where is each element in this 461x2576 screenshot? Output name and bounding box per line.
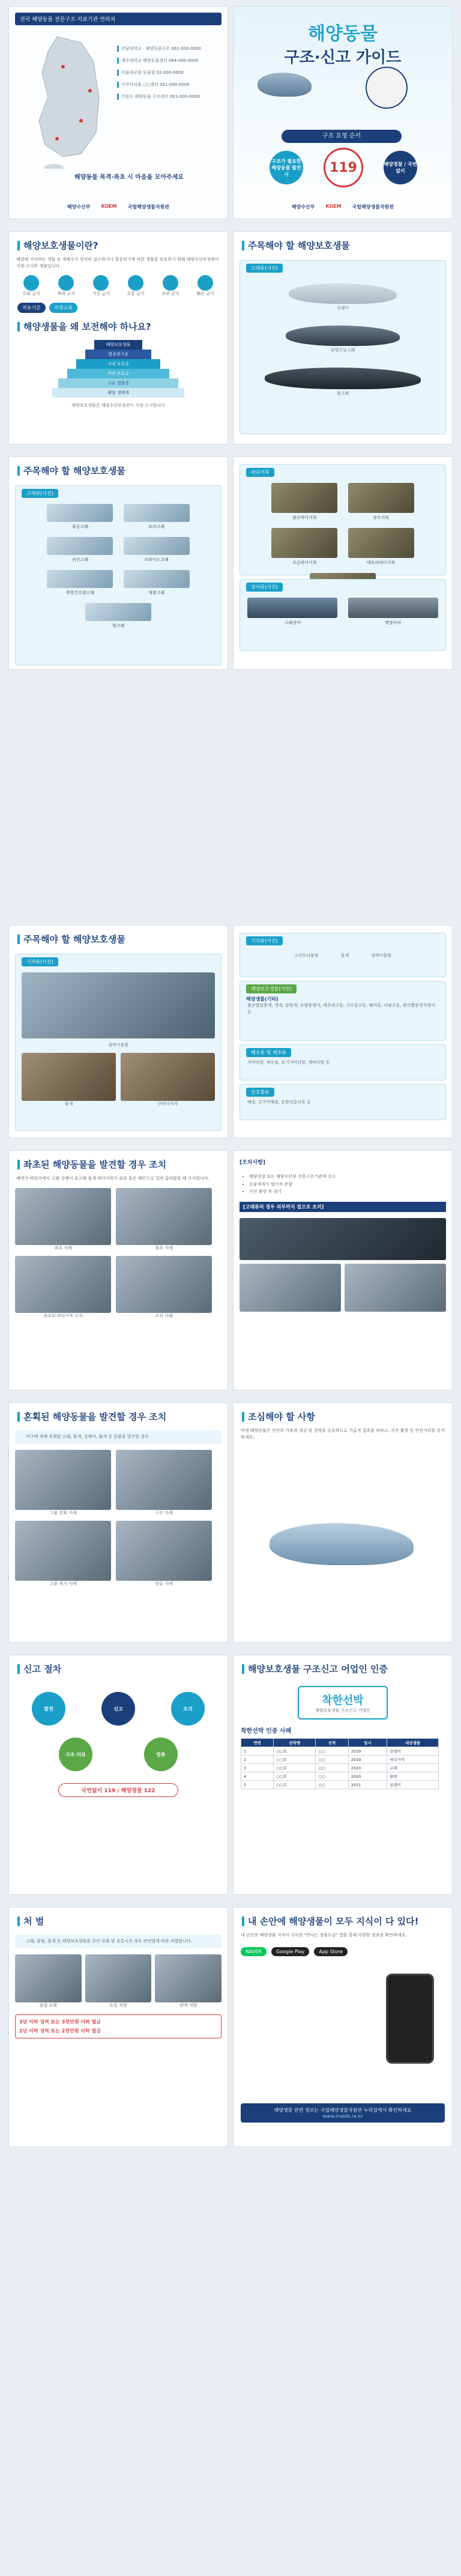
page-pinnipeds: [8, 925, 228, 1138]
page-title: 주목해야 할 해양보호생물: [9, 926, 227, 950]
turtle-panel: [240, 464, 446, 575]
prohibit-icon: [23, 275, 39, 291]
certification-table: 연번 선박명 선적 일시 대상생물 1 ○○호 ○○ 2019 상괭이 2 ○○호 ○○ 2019 바다거북 3 ○○호 ○○ 2020 고래 4 ○○호 ○○ 2020 물범 5 ○○호 ○○ 2021 상괭이: [241, 1738, 439, 1789]
photo-caption: 유통 적발: [109, 2002, 127, 2008]
mascot-icon: [366, 67, 408, 109]
species-panel: [15, 954, 221, 1131]
org-left: 해양수산부: [67, 204, 91, 210]
species-card: 혹등고래: [47, 504, 113, 530]
page-bycatch: [8, 1402, 228, 1643]
certification-badge: [298, 1686, 388, 1720]
species-tag: 고래류(사진): [22, 489, 58, 498]
photo-caption: 좌초 사례: [155, 1245, 173, 1250]
cover-front: [233, 6, 453, 219]
list-title: 해양생물(기타): [246, 996, 279, 1002]
pyramid: [52, 340, 184, 398]
step: 발견: [32, 1692, 65, 1726]
species-name: 점박이물범: [108, 1043, 128, 1047]
badge-sub: 해양보호생물 구조신고 어업인: [315, 1708, 371, 1713]
species-card: 귀신고래: [47, 537, 113, 563]
bycatch-photo: [116, 1450, 212, 1510]
slogan: 해양동물 목격·좌초 시 마음을 모아주세요: [74, 174, 184, 181]
center-4: 아쿠아리움 ○○센터 051-000-0000: [117, 82, 219, 88]
page-report-procedure: [8, 1655, 228, 1895]
photo-caption: 조치 사례: [155, 1313, 173, 1318]
org-right: 국립해양생물자원관: [127, 204, 170, 210]
icon-label: 유통 금지: [127, 291, 145, 296]
coral-tag: 산호충류: [246, 1088, 274, 1097]
center-5: 거문도 해양동물 구조센터 061-000-0000: [117, 94, 219, 100]
fin-whale-img: [265, 368, 421, 389]
species-name: 큰바다사자: [157, 1102, 178, 1106]
action-list: [249, 1173, 436, 1196]
species-card: 고래상어: [247, 598, 337, 626]
action-photo: [240, 1264, 341, 1312]
page-title: 내 손안에 해양생물이 모두 지식이 다 있다!: [234, 1908, 452, 1932]
caution-text: 야생 해양동물은 인간의 가축과 세균 및 질병을 공유하므로 가급적 접촉을 피하고, 사진 촬영 등 안전거리를 유지하세요.: [241, 1428, 445, 1440]
photo-caption: 그물 혼획 사례: [49, 1510, 77, 1515]
shark-tag: 상어류(사진): [246, 583, 283, 592]
page-turtles-sharks: [233, 456, 453, 670]
spread-7: [8, 1655, 453, 1895]
species-tag: 기각류(사진): [22, 957, 58, 966]
page-whales: [8, 456, 228, 670]
penalty-photo: [155, 1954, 221, 2002]
fine-box: [15, 2014, 221, 2038]
stranding-photo: [116, 1256, 212, 1313]
action-item: • 동물에게서 떨어져 관찰: [249, 1181, 436, 1189]
spread-8: [8, 1907, 453, 2147]
page-title: 해양보호생물 구조신고 어업인 인증: [234, 1655, 452, 1680]
spread-2: [8, 231, 453, 444]
page-title: 혼획된 해양동물을 발견할 경우 조치: [9, 1403, 227, 1428]
table-row: 3 ○○호 ○○ 2020 고래: [241, 1764, 439, 1772]
pyramid-level: 국내 보호종: [76, 359, 160, 369]
species-card: 대왕고래: [124, 570, 190, 596]
whale-photo: [240, 1218, 446, 1260]
box-title: [조치사항]: [240, 1160, 266, 1166]
bottom-note: 해양생물 관련 정보는 국립해양생물자원관 누리집에서 확인하세요 www.mabik.re.kr: [241, 2103, 445, 2123]
page-title: 좌초된 해양동물을 발견할 경우 조치: [9, 1151, 227, 1175]
pyramid-level: 멸종위기종: [85, 350, 151, 359]
species-card: 붉은바다거북: [271, 483, 337, 521]
step-1: 구조가 필요한 해양동물 발견 시: [270, 151, 303, 184]
page-protected: [8, 231, 228, 444]
korea-map: [21, 31, 117, 169]
bycatch-photo: [15, 1450, 111, 1510]
page-title: 주목해야 할 해양보호생물: [234, 232, 452, 256]
footer-note: 해양보호생물은 해양수산부장관이 지정·고시합니다: [71, 403, 165, 408]
icon-row: [14, 275, 223, 297]
prohibit-icon: [93, 275, 109, 291]
fine-1: 3년 이하 징역 또는 3천만원 이하 벌금: [19, 2019, 101, 2025]
step-2: 119: [324, 148, 363, 187]
species-name: 물개: [64, 1102, 73, 1106]
phone-mockup: [386, 1974, 434, 2064]
cover-spread: [8, 6, 453, 219]
icon-label: 채취 금지: [57, 291, 75, 296]
step: 구조·치료: [59, 1738, 92, 1771]
pyramid-level: 해양보호생물: [94, 340, 142, 350]
stranding-photo: [15, 1256, 111, 1313]
bycatch-photo: [116, 1521, 212, 1581]
sea-lion-photo: [121, 1053, 215, 1101]
list-tag: 해양보호생물(사진): [246, 984, 297, 993]
label-1: 적용기준: [17, 303, 46, 313]
google-play-button[interactable]: Google Play: [271, 1947, 309, 1956]
center-2: 제주대학교 해양동물센터 064-000-0000: [117, 58, 219, 64]
icon-label: 포획 금지: [22, 291, 40, 296]
dolphin-img: [286, 326, 400, 346]
photo-caption: 불법 포획: [39, 2002, 57, 2008]
dolphin-illustration: [258, 73, 312, 97]
action-photo: [345, 1264, 446, 1312]
icon-label: 보관 금지: [161, 291, 179, 296]
naver-search-button[interactable]: NAVER: [241, 1947, 267, 1956]
photo-caption: 구조 사례: [155, 1510, 173, 1515]
procedure-steps: [14, 1692, 223, 1726]
page-cautions: [233, 1402, 453, 1643]
photo-caption: 그물 제거 사례: [49, 1581, 77, 1586]
coral-text: 해송, 긴가지해송, 둔한진총산호 등: [247, 1100, 311, 1105]
species-card: 장수거북: [348, 483, 414, 521]
desc: 해양에 서식하는 생물 중 개체수가 현저히 감소하거나 멸종위기에 처한 생물을 보호하기 위해 해양수산부장관이 지정·고시한 생물입니다.: [16, 257, 219, 268]
spread-4: [8, 925, 453, 1138]
photo-caption: 판매 적발: [179, 2002, 197, 2008]
action-item: • 해양경찰 또는 해양수산부 전문구조기관에 신고: [249, 1173, 436, 1181]
species-panel: [15, 485, 221, 665]
desc: 어구에 의해 혼획된 고래, 물개, 상괭이, 물개 등 동물을 발견할 경우: [26, 1434, 149, 1439]
species-card: 향고래: [85, 603, 151, 629]
badge-title: 착한선박: [322, 1694, 364, 1707]
species-name: 참고래: [336, 391, 349, 396]
map-title: 전국 해양동물 전문구조·치료기관 연락처: [15, 13, 221, 25]
algae-panel: [240, 1044, 446, 1080]
prohibit-icon: [58, 275, 74, 291]
species-panel: [240, 260, 446, 434]
cover-title-2: 구조·신고 가이드: [284, 49, 402, 67]
species-name: 점박이물범: [371, 953, 392, 958]
fine-2: 2년 이하 징역 또는 2천만원 이하 벌금: [19, 2028, 101, 2034]
table-row: 4 ○○호 ○○ 2020 물범: [241, 1772, 439, 1781]
seal-photo-large: [22, 972, 215, 1038]
cover-title-1: 해양동물: [308, 23, 378, 44]
page-penalty: [8, 1907, 228, 2147]
page-title: 신고 절차: [9, 1655, 227, 1680]
cover-back: [8, 6, 228, 219]
page-cetaceans: [233, 231, 453, 444]
coral-panel: [240, 1084, 446, 1120]
app-store-button[interactable]: App Store: [314, 1947, 347, 1956]
order-label: 구조 요청 순서: [282, 130, 402, 143]
org-left-front: 해양수산부: [291, 204, 315, 210]
prohibit-icon: [197, 275, 213, 291]
species-card: 보리고래: [124, 504, 190, 530]
spread-5: [8, 1150, 453, 1390]
page-stranded: [8, 1150, 228, 1390]
pyramid-level: 고유 생물종: [58, 378, 178, 388]
algae-tag: 해조류 및 해초류: [246, 1048, 291, 1057]
turtle-tag: 바다거북: [246, 468, 274, 477]
org-mid: KOEM: [101, 204, 117, 209]
icon-label: 훼손 금지: [196, 291, 214, 296]
step: 조치: [171, 1692, 205, 1726]
page-title: 조심해야 할 사항: [234, 1403, 452, 1428]
dolphin-illustration: [270, 1523, 414, 1565]
desc: 고래, 물범, 물개 등 해양보호생물을 무단 포획 및 유통시킨 경우 관련법에 따라 처벌합니다.: [26, 1939, 192, 1944]
finless-porpoise-img: [289, 283, 397, 304]
photo-caption: 좌초 사례: [54, 1245, 72, 1250]
species-name: 물개: [340, 953, 349, 958]
step: 신고: [101, 1692, 135, 1726]
species-card: 브라이드고래: [124, 537, 190, 563]
center-list: [117, 40, 219, 106]
fur-seal-photo: [22, 1053, 116, 1101]
pyramid-level: 해양 생태계: [52, 388, 184, 398]
photo-caption: 좌초된 바다거북 조치: [43, 1313, 83, 1318]
page-stranded-actions: [233, 1150, 453, 1390]
table-row: 5 ○○호 ○○ 2021 상괭이: [241, 1781, 439, 1789]
table-row: 1 ○○호 ○○ 2019 상괭이: [241, 1747, 439, 1756]
org-mid-front: KOEM: [325, 204, 342, 209]
page-title: 주목해야 할 해양보호생물: [9, 457, 227, 482]
list-panel: [240, 981, 446, 1041]
step-3: 해양경찰 / 국번없이: [384, 151, 417, 184]
species-tag: 고래류(사진): [246, 264, 283, 273]
page-app: [233, 1907, 453, 2147]
bycatch-photo: [15, 1521, 111, 1581]
spacer: [8, 2159, 453, 2568]
prohibit-icon: [128, 275, 143, 291]
url-link[interactable]: www.mabik.re.kr: [322, 2114, 363, 2119]
table-title: 착한선박 인증 사례: [241, 1728, 292, 1735]
step: 방류: [144, 1738, 178, 1771]
page-title: 해양보호생물이란?: [9, 232, 227, 256]
org-right-front: 국립해양생물자원관: [352, 204, 394, 210]
app-desc: 내 손안의 해양생물 지식이 가득한 "만나는 생물도감" 앱을 통해 다양한 정보를 확인하세요.: [241, 1933, 407, 1938]
spread-3: [8, 456, 453, 670]
label-2: 지정교육: [49, 303, 77, 313]
species-card: 북방긴수염고래: [47, 570, 113, 596]
species-name: 상괭이: [336, 306, 349, 311]
spread-6: [8, 1402, 453, 1643]
photo-caption: 방류 사례: [155, 1581, 173, 1586]
spacer: [8, 682, 453, 913]
page-other-species: [233, 925, 453, 1138]
pyramid-level: 희귀 보호종: [67, 369, 169, 378]
species-card: 백상아리: [348, 598, 438, 626]
desc: 해변가 바닷가에서 고래 상괭이 돌고래 물개 바다거북이 좌초 혹은 해안으로 밀려 올라왔을 때 조치합니다.: [16, 1176, 209, 1181]
species-name: 고리무늬물범: [294, 953, 319, 958]
table-row: 2 ○○호 ○○ 2019 바다거북: [241, 1756, 439, 1764]
phone-number: 국번없이 119 / 해양경찰 122: [58, 1783, 178, 1797]
prohibit-icon: [163, 275, 178, 291]
pinniped-panel: [240, 933, 446, 977]
species-name: 남방큰돌고래: [330, 348, 355, 353]
pinniped-tag: 기각류(사진): [246, 936, 283, 945]
stranding-photo: [116, 1188, 212, 1245]
stranding-photo: [15, 1188, 111, 1245]
action-item: • 사진 촬영 후 대기: [249, 1188, 436, 1196]
species-card: 매부리바다거북: [348, 528, 414, 566]
species-card: 푸른바다거북: [271, 528, 337, 566]
subtitle: 해양생물을 왜 보전해야 하나요?: [9, 313, 227, 338]
center-3: 서울대공원 동물원 02-000-0000: [117, 70, 219, 76]
box2-title: [고래류의 경우 외부까지 접으로 조치]: [240, 1202, 446, 1212]
penalty-photo: [85, 1954, 152, 2002]
page-certification: [233, 1655, 453, 1895]
algae-text: 거머리말, 새우말, 포기거머리말, 게바다말 등: [247, 1060, 330, 1065]
center-1: 전남대학교 · 해양동물구조 061-000-0000: [117, 46, 219, 52]
list-text: 붉은발말똥게, 갯게, 달랑게, 수염풍뎅이, 대추귀고둥, 기수갈고둥, 해마류, 나팔고둥, 흰이빨참갯지렁이 등: [247, 1003, 435, 1014]
page-title: 처 벌: [9, 1908, 227, 1932]
icon-label: 가공 금지: [92, 291, 110, 296]
penalty-photo: [15, 1954, 82, 2002]
shark-panel: [240, 579, 446, 651]
